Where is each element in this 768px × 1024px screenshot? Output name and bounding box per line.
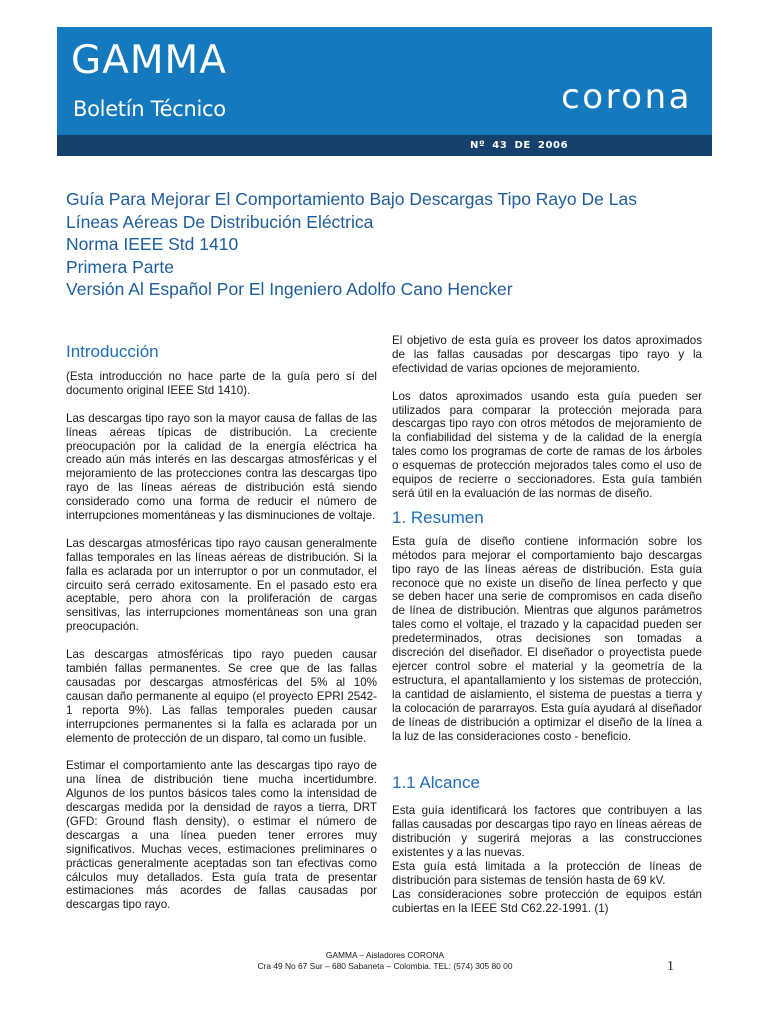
issue-number: Nº 43 DE 2006 [470,140,569,151]
brand-title: GAMMA [71,38,227,83]
paragraph: Las descargas atmosféricas tipo rayo pueden causar también fallas permanentes. Se cree que de las fallas causadas por descargas atmosféricas del 5% al 10% causan daño permanente al equipo (el proyecto EPRI 2542-1 reporta 9%). Las fallas temporales pueden causar interrupciones permanentes si la falla es aclarada por un elemento de protección de un disparo, tal como un fusible. [66,648,377,745]
paragraph: Las descargas atmosféricas tipo rayo causan generalmente fallas temporales en las líneas aéreas de distribución. Si la falla es aclarada por un interruptor o por un conmutador, el circuito será cerrado exitosamente. En el pasado esto era aceptable, pero ahora con la proliferación de cargas sensitivas, las interrupciones momentáneas son una gran preocupación. [66,536,377,634]
paragraph: Las descargas tipo rayo son la mayor causa de fallas de las líneas aéreas típicas de distribución. La creciente preocupación por la calidad de la energía eléctrica ha creado aún más interés en las descargas atmosféricas y el mejoramiento de las protecciones contra las descargas tipo rayo de las líneas aéreas de distribución está siendo considerado como una forma de reducir el número de interrupciones momentáneas y las disminuciones de voltaje. [66,411,377,523]
paragraph: Esta guía de diseño contiene información sobre los métodos para mejorar el comportamiento bajo descargas tipo rayo de las líneas aéreas de distribución. Esta guía reconoce que no existe un diseño de línea perfecto y que se deben hacer una serie de compromisos en cada diseño de línea de distribución. Mientras que algunos parámetros tales como el voltaje, el trazado y la capacidad pueden ser predeterminados, otras decisiones son tomadas a discreción del diseñador. El diseñador o proyectista puede ejercer control sobre el material y la geometría de la estructura, el apantallamiento y los sistemas de protección, la cantidad de aislamiento, el sistema de puestas a tierra y la colocación de pararrayos. Esta guía ayudará al diseñador de líneas de distribución a optimizar el diseño de la línea a la luz de las consideraciones costo - beneficio. [392,534,702,743]
title-line: Versión Al Español Por El Ingeniero Adolfo Cano Hencker [66,279,513,299]
paragraph: (Esta introducción no hace parte de la guía pero sí del documento original IEEE Std 1410). [66,370,377,397]
paragraph: Estimar el comportamiento ante las descargas tipo rayo de una línea de distribución tiene mucha incertidumbre. Algunos de los puntos básicos tales como la intensidad de descargas medida por la densidad de rayos a tierra, DRT (GFD: Ground flash density), o estimar el número de descargas a una línea pueden tener errores muy significativos. Muchas veces, estimaciones preliminares o prácticas generalmente aceptadas son tan efectivas como cálculos muy detallados. Esta guía trata de presentar estimaciones más acordes de fallas causadas por descargas tipo rayo. [66,759,377,912]
title-line: Guía Para Mejorar El Comportamiento Bajo Descargas Tipo Rayo De Las [66,189,637,209]
paragraph: Las consideraciones sobre protección de equipos están cubiertas en la IEEE Std C62.22-1991. (1) [392,887,702,915]
paragraph: El objetivo de esta guía es proveer los datos aproximados de las fallas causadas por descargas tipo rayo y la efectividad de varias opciones de mejoramiento. [392,334,702,375]
footer-company: GAMMA – Aisladores CORONA [325,950,445,960]
title-line: Líneas Aéreas De Distribución Eléctrica [66,211,374,232]
paragraph: Esta guía identificará los factores que contribuyen a las fallas causadas por descargas tipo rayo en líneas aéreas de distribución y sugerirá mejoras a las construcciones existentes y a las nuevas. [392,804,702,860]
title-line: Primera Parte [66,256,174,277]
title-line: Norma IEEE Std 1410 [66,234,239,254]
paragraph: Esta guía está limitada a la protección de líneas de distribución para sistemas de tensión hasta de 69 kV. [392,860,702,887]
section-heading-alcance: 1.1 Alcance [392,773,480,793]
section-heading-introduccion: Introducción [66,342,159,361]
corona-logo: corona [561,77,692,117]
bulletin-subtitle: Boletín Técnico [73,97,226,121]
page-number: 1 [667,959,674,974]
issue-bar [57,135,712,156]
paragraph: Los datos aproximados usando esta guía pueden ser utilizados para comparar la protección mejorada para descargas tipo rayo con otros métodos de mejoramiento de la confiabilidad del sistema y de la calidad de la energía tales como los programas de corte de ramas de los árboles o esquemas de protección mejorados tales como el uso de equipos de recierre o seccionadores. Esta guía también será útil en la evaluación de las normas de diseño. [392,389,702,500]
section-heading-resumen: 1. Resumen [392,507,484,527]
document-title [66,188,706,301]
left-column [66,342,377,926]
right-column [392,334,702,916]
footer-address: Cra 49 No 67 Sur – 680 Sabaneta – Colombia. TEL: (574) 305 80 00 [257,961,513,971]
page-footer [200,950,570,972]
